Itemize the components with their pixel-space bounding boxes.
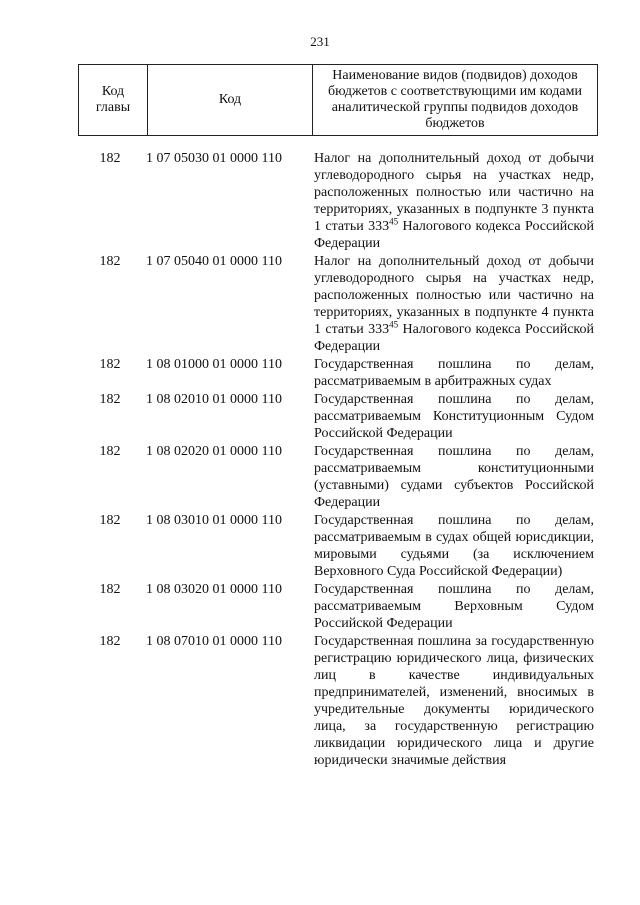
cell-kod: 1 08 07010 01 0000 110 — [146, 634, 282, 649]
table-row — [78, 391, 598, 443]
cell-name: Государственная пошлина по делам, рассматриваемым в арбитражных судах — [314, 357, 594, 389]
cell-name: Государственная пошлина за государственную регистрацию юридического лица, физических лиц в качестве индивидуальных предпринимателей, изменений, вносимых в учредительные документы юридического лица, за государственную регистрацию ликвидации юридического лица и другие юридически значимые действия — [314, 634, 594, 768]
page-number: 231 — [310, 34, 330, 49]
cell-name — [314, 253, 598, 356]
name-text: Налог на дополнительный доход от добычи углеводородного сырья на участках недр, расположенных полностью или частично на территориях, указанных в подпункте 3 пункта 1 статьи 333 — [314, 151, 594, 234]
name-superscript: 45 — [389, 319, 399, 330]
cell-name: Государственная пошлина по делам, рассматриваемым Конституционным Судом Российской Федерации — [314, 392, 594, 441]
cell-name: Государственная пошлина по делам, рассматриваемым в судах общей юрисдикции, мировыми судьями (за исключением Верховного Суда Российской Федерации) — [314, 513, 594, 579]
cell-name: Государственная пошлина по делам, рассматриваемым Верховным Судом Российской Федерации — [314, 582, 594, 631]
header-col-name: Наименование видов (подвидов) доходов бюджетов с соответствующими им кодами аналитической группы подвидов доходов бюджетов — [313, 65, 598, 136]
name-text: Налог на дополнительный доход от добычи углеводородного сырья на участках недр, расположенных полностью или частично на территориях, указанных в подпункте 4 пункта 1 статьи 333 — [314, 254, 594, 337]
cell-kod: 1 08 03020 01 0000 110 — [146, 582, 282, 597]
cell-glava: 182 — [99, 582, 121, 597]
table-row — [78, 253, 598, 356]
cell-glava: 182 — [99, 151, 121, 166]
header-col-kod: Код — [148, 65, 313, 136]
cell-name — [314, 150, 598, 253]
cell-kod: 1 07 05040 01 0000 110 — [146, 254, 282, 269]
table-row — [78, 512, 598, 581]
cell-kod: 1 08 01000 01 0000 110 — [146, 357, 282, 372]
table-row — [78, 443, 598, 512]
income-codes-table — [78, 150, 598, 770]
table-row — [78, 633, 598, 770]
cell-kod: 1 07 05030 01 0000 110 — [146, 151, 282, 166]
name-superscript: 45 — [389, 216, 399, 227]
table-row — [78, 356, 598, 391]
cell-glava: 182 — [99, 634, 121, 649]
table-header — [78, 64, 598, 136]
cell-name: Государственная пошлина по делам, рассматриваемым конституционными (уставными) судами субъектов Российской Федерации — [314, 444, 594, 510]
cell-kod: 1 08 02020 01 0000 110 — [146, 444, 282, 459]
cell-glava: 182 — [99, 392, 121, 407]
cell-kod: 1 08 02010 01 0000 110 — [146, 392, 282, 407]
cell-glava: 182 — [99, 254, 121, 269]
cell-glava: 182 — [99, 357, 121, 372]
cell-kod: 1 08 03010 01 0000 110 — [146, 513, 282, 528]
table-row — [78, 150, 598, 253]
cell-glava: 182 — [99, 444, 121, 459]
header-col-glava: Код главы — [79, 65, 148, 136]
name-text-tail: Налогового кодекса Российской Федерации — [314, 219, 594, 251]
table-row — [78, 581, 598, 633]
cell-glava: 182 — [99, 513, 121, 528]
name-text-tail: Налогового кодекса Российской Федерации — [314, 322, 594, 354]
